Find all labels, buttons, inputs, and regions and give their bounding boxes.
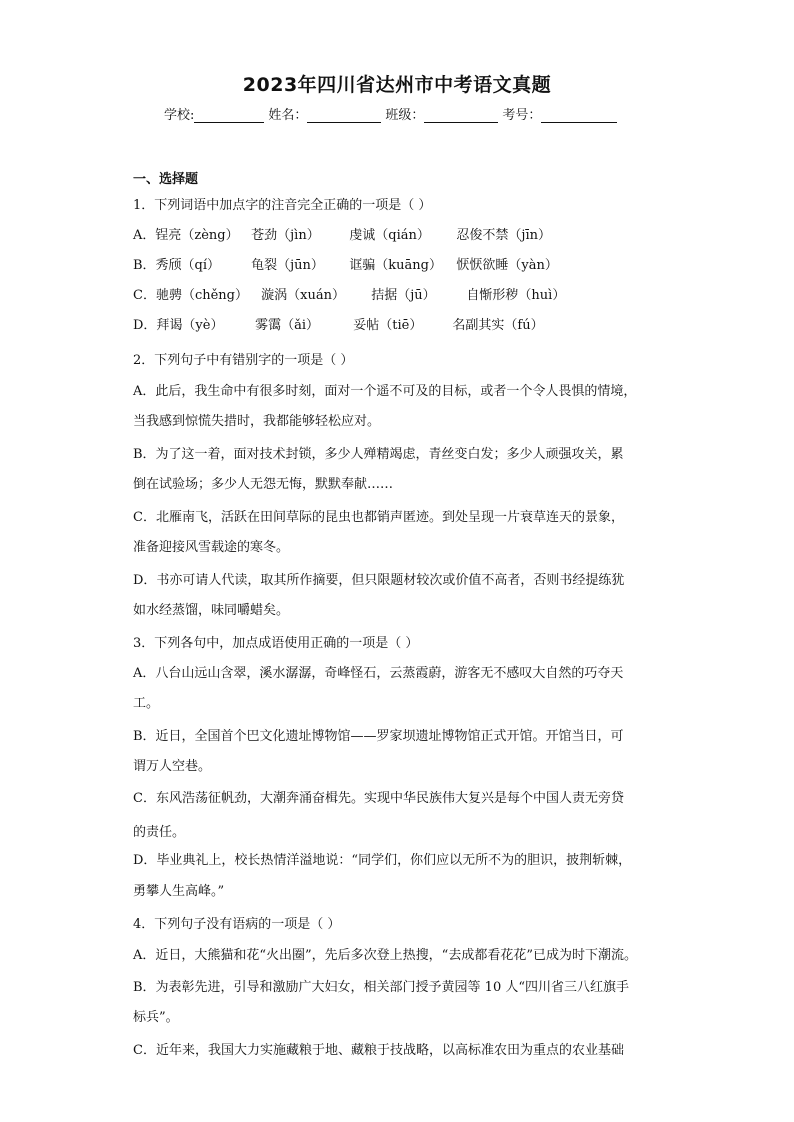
student-info-row [164,104,621,123]
name-label: 姓名： [268,108,308,123]
question-4-line: B．为表彰先进，引导和激励广大妇女，相关部门授予黄园等 10 人“四川省三八红旗手 [133,980,630,995]
question-1-option-b: B．秀颀（qí） 龟裂（jūn） 诓骗（kuāng） 恹恹欲睡（yàn） [133,258,558,273]
class-blank[interactable] [424,108,498,123]
class-label: 班级： [385,108,425,123]
question-1-stem: 1．下列词语中加点字的注音完全正确的一项是（ ） [133,198,432,213]
question-4-line: A．近日，大熊猫和花“火出圈”，先后多次登上热搜，“去成都看花花”已成为时下潮流。 [133,948,637,963]
name-blank[interactable] [307,108,381,123]
question-2-line: B．为了这一着，面对技术封锁，多少人殚精竭虑，青丝变白发；多少人顽强攻关，累 [133,447,624,462]
question-1-option-a: A．锃亮（zèng） 苍劲（jìn） 虔诚（qián） 忍俊不禁（jīn） [133,228,551,243]
question-1-option-d: D．拜谒（yè） 雾霭（ǎi） 妥帖（tiē） 名副其实（fú） [133,318,544,333]
question-2-line: C．北雁南飞，活跃在田间草际的昆虫也都销声匿迹。到处呈现一片衰草连天的景象， [133,510,624,525]
question-4-line: C．近年来，我国大力实施藏粮于地、藏粮于技战略，以高标准农田为重点的农业基础 [133,1043,624,1058]
question-3-stem: 3．下列各句中，加点成语使用正确的一项是（ ） [133,636,419,651]
question-2-line: 当我感到惊慌失措时，我都能够轻松应对。 [133,414,381,429]
exam-title: 2023年四川省达州市中考语文真题 [242,74,552,96]
question-3-option-d: D．毕业典礼上，校长热情洋溢地说：“同学们，你们应以无所不为的胆识，披荆斩棘， [133,853,632,868]
question-1-option-c: C．驰骋（chěng） 漩涡（xuán） 拮据（jū） 自惭形秽（huì） [133,288,566,303]
question-4-stem: 4．下列句子没有语病的一项是（ ） [133,917,341,932]
question-2-line: 如水经蒸馏，味同嚼蜡矣。 [133,603,290,618]
question-3-option-a-cont: 工。 [133,696,160,711]
question-2-line: D．书亦可请人代读，取其所作摘要，但只限题材较次或价值不高者，否则书经提练犹 [133,573,625,588]
question-3-option-c-cont: 的责任。 [133,825,186,840]
id-blank[interactable] [541,108,617,123]
question-4-line: 标兵”。 [133,1010,179,1025]
question-3-option-c: C．东风浩荡征帆劲，大潮奔涌奋楫先。实现中华民族伟大复兴是每个中国人责无旁贷 [133,791,624,806]
question-3-option-b: B．近日，全国首个巴文化遗址博物馆——罗家坝遗址博物馆正式开馆。开馆当日，可 [133,729,624,744]
question-2-line: 准备迎接风雪载途的寒冬。 [133,540,290,555]
id-label: 考号： [502,108,542,123]
section-heading: 一、选择题 [133,172,199,187]
question-2-line: 倒在试验场；多少人无怨无悔，默默奉献…… [133,477,394,492]
question-3-option-b-cont: 谓万人空巷。 [133,759,212,774]
question-2-stem: 2．下列句子中有错别字的一项是（ ） [133,353,354,368]
school-label: 学校: [164,108,195,123]
question-2-line: A．此后，我生命中有很多时刻，面对一个遥不可及的目标，或者一个令人畏惧的情境， [133,384,637,399]
question-3-option-d-cont: 勇攀人生高峰。” [133,884,225,899]
school-blank[interactable] [194,108,264,123]
question-3-option-a: A．八台山远山含翠，溪水潺潺，奇峰怪石，云蒸霞蔚，游客无不感叹大自然的巧夺天 [133,666,624,681]
